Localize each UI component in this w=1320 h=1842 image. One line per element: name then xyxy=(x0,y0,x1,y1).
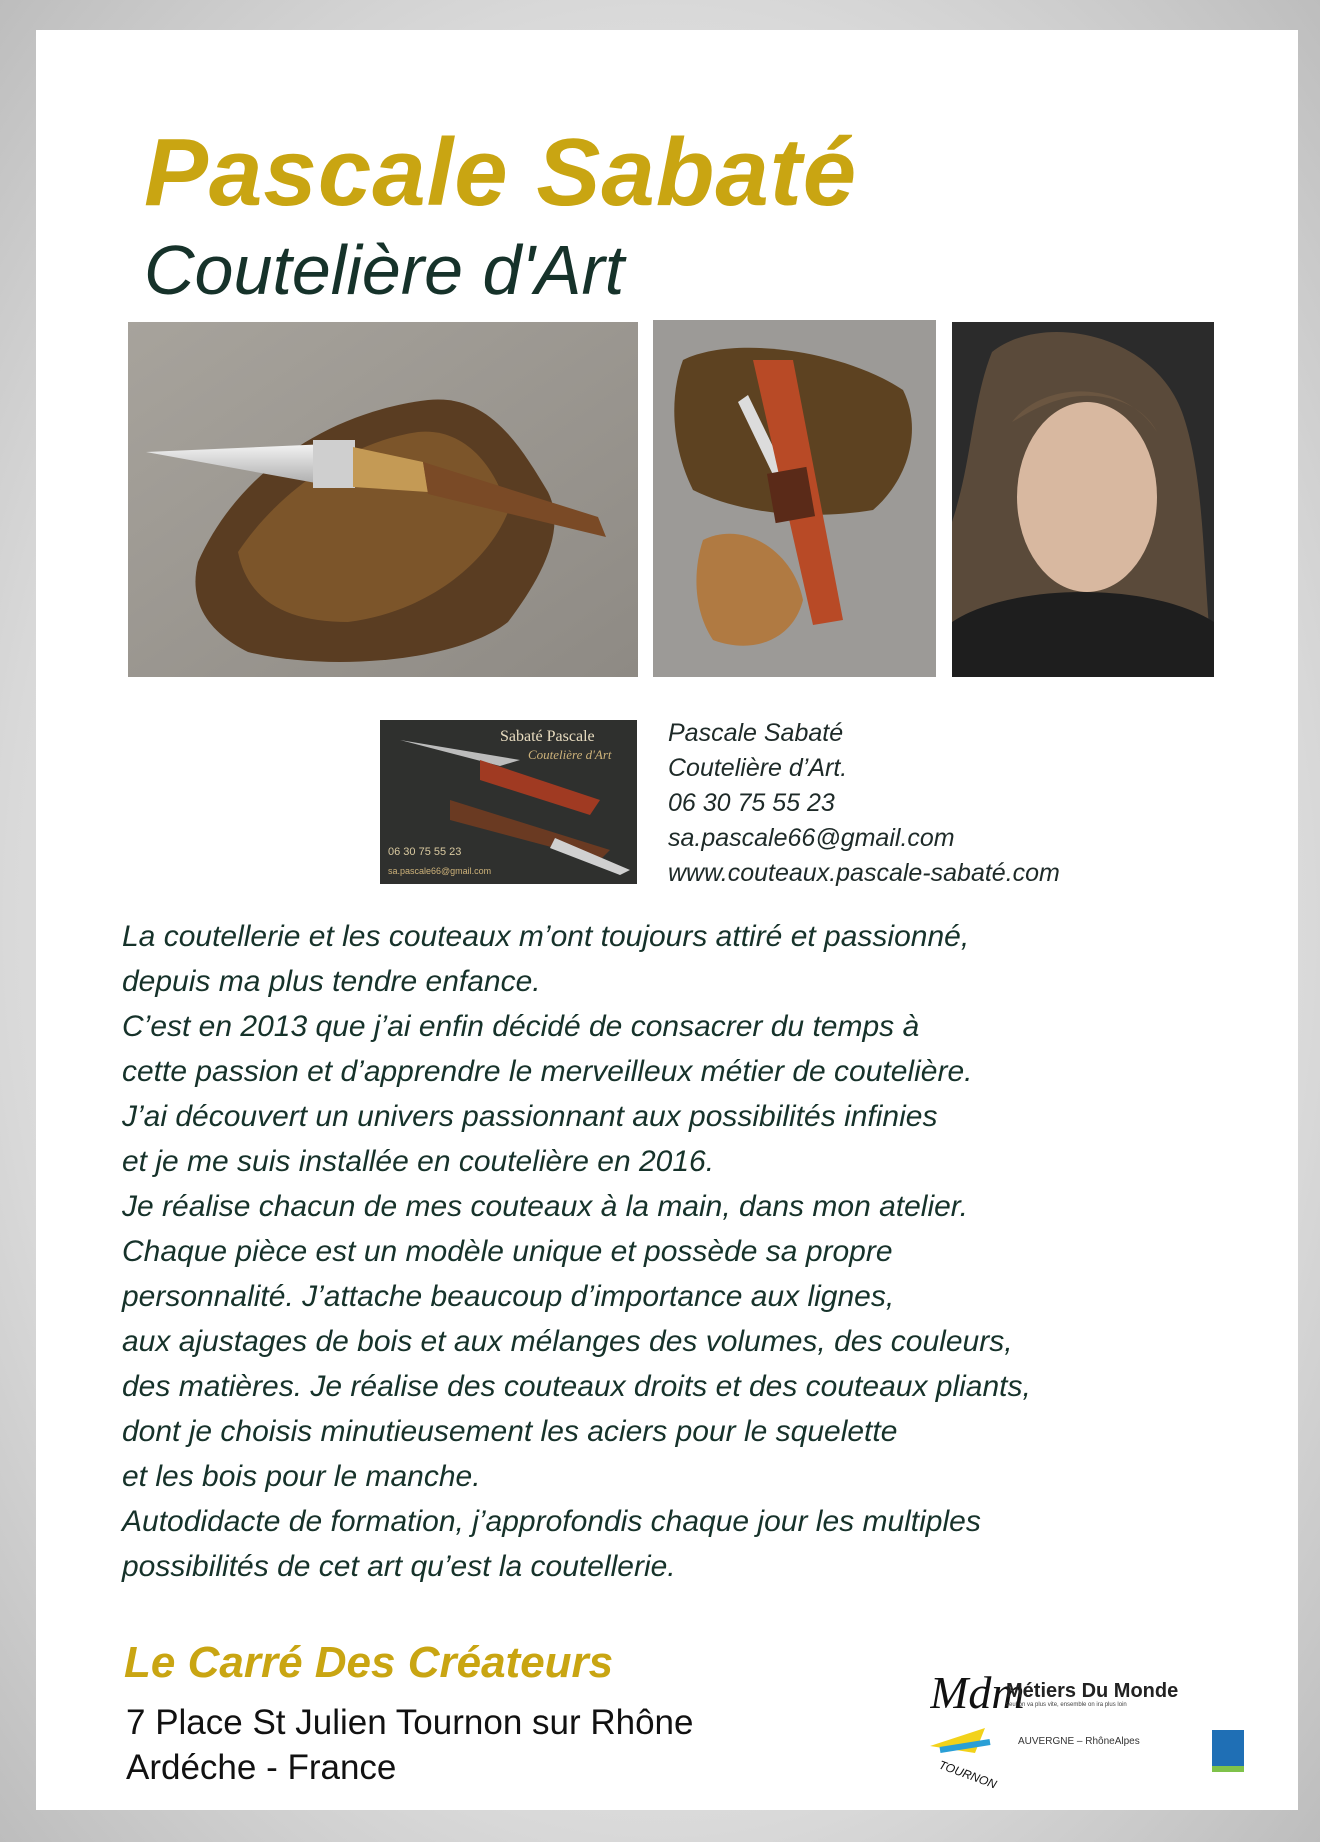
artisan-profession: Coutelière d'Art xyxy=(144,231,625,309)
bio-line: et je me suis installée en coutelière en 2016. xyxy=(122,1145,715,1178)
bio-line: Je réalise chacun de mes couteaux à la main, dans mon atelier. xyxy=(122,1190,969,1223)
venue-address xyxy=(126,1700,694,1790)
mdm-name: Métiers Du Monde xyxy=(1006,1680,1179,1702)
bio-line: Autodidacte de formation, j’approfondis chaque jour les multiples xyxy=(122,1505,981,1538)
photo-knife-on-rock xyxy=(128,322,638,677)
bio-line: aux ajustages de bois et aux mélanges des volumes, des couleurs, xyxy=(122,1325,1013,1358)
bio-line: J’ai découvert un univers passionnant aux possibilités infinies xyxy=(122,1100,938,1133)
bio-line: personnalité. J’attache beaucoup d’importance aux lignes, xyxy=(122,1280,895,1313)
address-line-1: 7 Place St Julien Tournon sur Rhône xyxy=(126,1703,694,1742)
card-phone: 06 30 75 55 23 xyxy=(388,846,462,858)
bio-line: dont je choisis minutieusement les aciers pour le squelette xyxy=(122,1415,898,1448)
artisan-name: Pascale Sabaté xyxy=(144,119,858,226)
contact-phone: 06 30 75 55 23 xyxy=(668,789,835,817)
bio-line: des matières. Je réalise des couteaux droits et des couteaux pliants, xyxy=(122,1370,1031,1403)
contact-profession: Coutelière d’Art. xyxy=(668,754,848,782)
business-card-image xyxy=(380,720,637,884)
biography xyxy=(122,914,1031,1589)
photo-portrait xyxy=(952,322,1214,677)
bio-line: possibilités de cet art qu’est la coutellerie. xyxy=(122,1550,676,1583)
svg-text:TOURNON: TOURNON xyxy=(936,1757,999,1792)
contact-email[interactable]: sa.pascale66@gmail.com xyxy=(668,824,955,852)
partner-logos xyxy=(930,1658,1260,1798)
bio-line: et les bois pour le manche. xyxy=(122,1460,481,1493)
contact-block xyxy=(668,716,1060,891)
mdm-tagline: seul on va plus vite, ensemble on ira plus loin xyxy=(1006,1702,1127,1708)
bio-line: cette passion et d’apprendre le merveilleux métier de coutelière. xyxy=(122,1055,973,1088)
card-subtitle: Coutelière d'Art xyxy=(528,747,612,762)
venue-name: Le Carré Des Créateurs xyxy=(124,1638,614,1687)
poster-sheet xyxy=(36,30,1298,1810)
address-line-2: Ardéche - France xyxy=(126,1748,397,1787)
card-email: sa.pascale66@gmail.com xyxy=(388,866,492,876)
photo-red-knife-leaf xyxy=(653,320,936,677)
contact-website[interactable]: www.couteaux.pascale-sabaté.com xyxy=(668,859,1060,887)
bio-line: Chaque pièce est un modèle unique et possède sa propre xyxy=(122,1235,893,1268)
mdm-logo-icon xyxy=(930,1658,1260,1798)
contact-name: Pascale Sabaté xyxy=(668,719,844,747)
card-name: Sabaté Pascale xyxy=(500,728,595,745)
bio-line: La coutellerie et les couteaux m’ont toujours attiré et passionné, xyxy=(122,920,970,953)
bio-line: depuis ma plus tendre enfance. xyxy=(122,965,541,998)
mdm-monogram: Mdm xyxy=(930,1667,1025,1718)
region-logo: AUVERGNE – RhôneAlpes xyxy=(1018,1736,1140,1747)
bio-line: C’est en 2013 que j’ai enfin décidé de consacrer du temps à xyxy=(122,1010,920,1043)
